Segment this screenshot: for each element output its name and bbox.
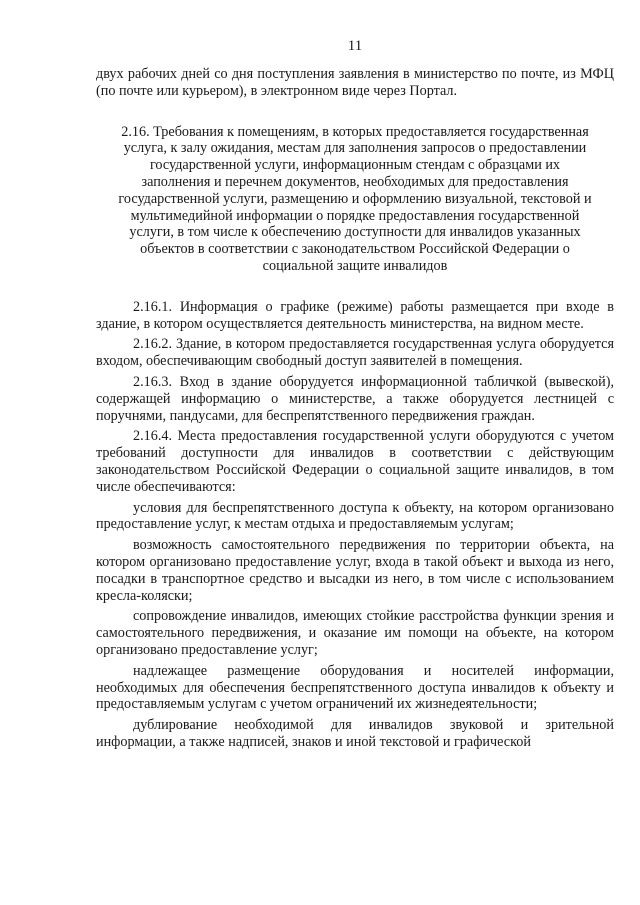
list-item-escort: сопровождение инвалидов, имеющих стойкие расстройства функции зрения и самостоятельного передвижения, и оказание им помощи на объекте, на котором организовано предоставление услуг; — [96, 608, 614, 658]
list-item-equipment-placement: надлежащее размещение оборудования и носителей информации, необходимых для обеспечения беспрепятственного доступа инвалидов к объекту и предоставляемым услугам с учетом ограничений их жизнедеятельности; — [96, 662, 614, 713]
intro-paragraph: двух рабочих дней со дня поступления заявления в министерство по почте, из МФЦ (по почте или курьером), в электронном виде через Портал. — [96, 66, 614, 99]
paragraph-2-16-4: 2.16.4. Места предоставления государственной услуги оборудуются с учетом требований доступности для инвалидов в соответствии с действующим законодательством Российской Федерации о социальной защите инвалидов, в том числе обеспечиваются: — [96, 428, 614, 495]
list-item-independent-movement: возможность самостоятельного передвижения по территории объекта, на котором организовано предоставление услуг, входа в такой объект и выхода из него, посадки в транспортное средство и высадки из него, в том числе с использованием кресла-коляски; — [96, 537, 614, 604]
list-item-information-duplication: дублирование необходимой для инвалидов звуковой и зрительной информации, а также надписей, знаков и иной текстовой и графической — [96, 717, 614, 750]
paragraph-2-16-2: 2.16.2. Здание, в котором предоставляется государственная услуга оборудуется входом, обеспечивающим свободный доступ заявителей в помещения. — [96, 336, 614, 370]
paragraph-2-16-1: 2.16.1. Информация о графике (режиме) работы размещается при входе в здание, в котором осуществляется деятельность министерства, на видном месте. — [96, 298, 614, 332]
page-number: 11 — [347, 38, 363, 54]
section-heading-2-16: 2.16. Требования к помещениям, в которых предоставляется государственная услуга, к залу ожидания, местам для заполнения запросов о предоставлении государственной услуги, информационным стендам с образцами их заполнения и перечнем документов, необходимых для предоставления государственной услуги, размещению и оформлению визуальной, текстовой и мультимедийной информации о порядке предоставления государственной услуги, в том числе к обеспечению доступности для инвалидов указанных объектов в соответствии с законодательством Российской Федерации о социальной защите инвалидов — [118, 123, 592, 274]
list-item-access-conditions: условия для беспрепятственного доступа к объекту, на котором организовано предоставление услуг, к местам отдыха и предоставляемым услугам; — [96, 499, 614, 533]
paragraph-2-16-3: 2.16.3. Вход в здание оборудуется информационной табличкой (вывеской), содержащей информацию о министерстве, а также оборудуется лестницей с поручнями, пандусами, для беспрепятственного передвижения граждан. — [96, 373, 614, 424]
